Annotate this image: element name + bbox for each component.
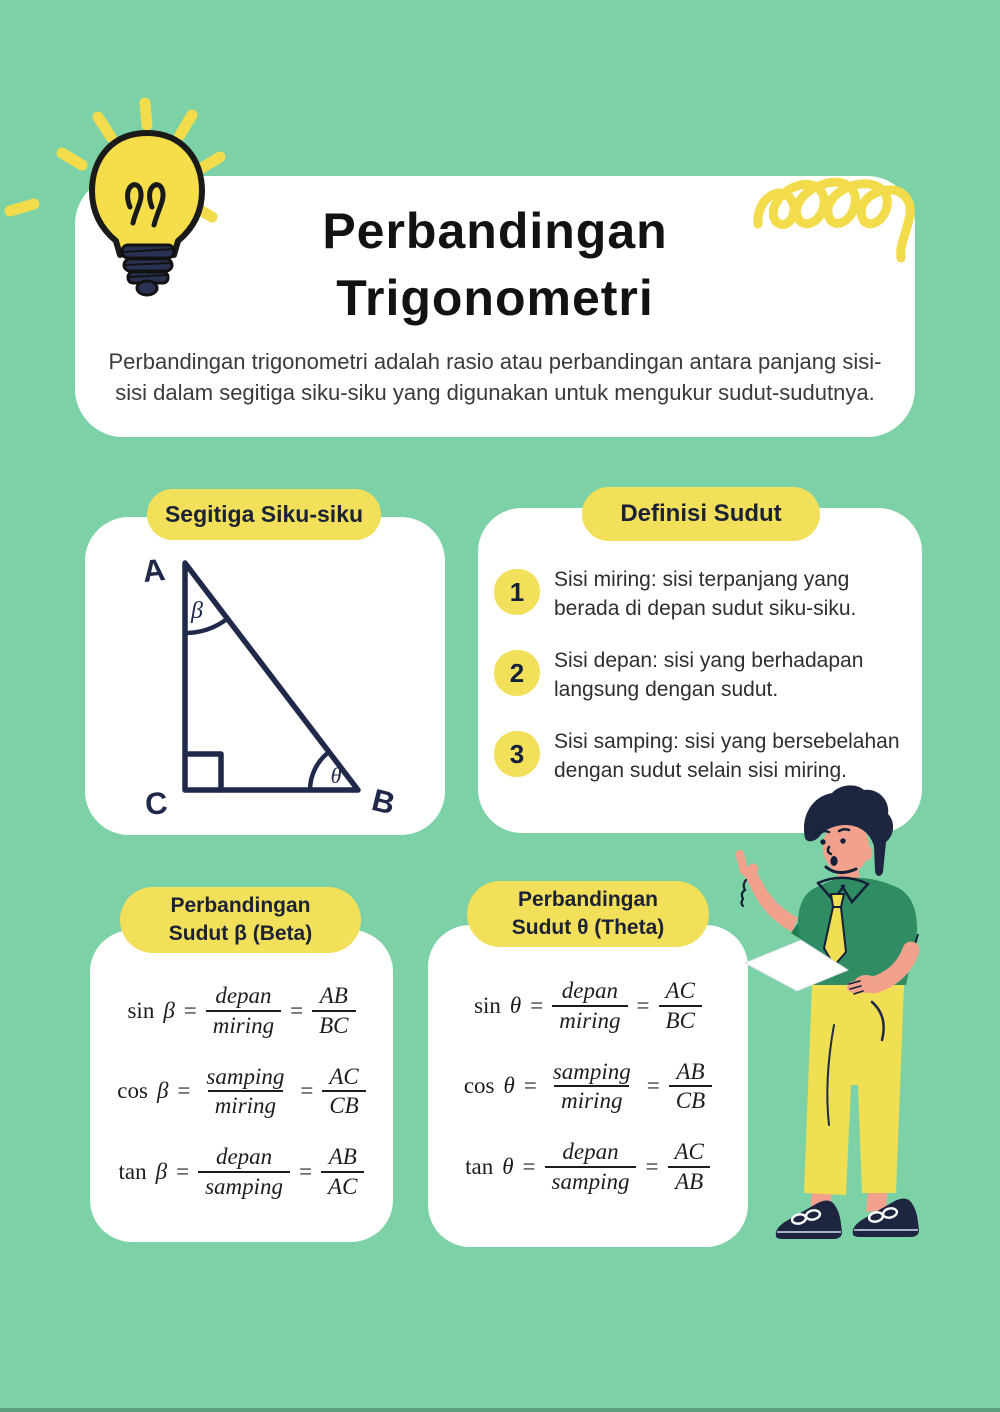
equals-sign: = [290,997,304,1023]
formula-sin-theta: sin θ = $\frac{\text{depan}}{\text{miring}}$ = $\frac{AC}{BC}$ [474,977,702,1035]
formula-tan-theta: tan θ = $\frac{\text{depan}}{\text{samping}}$ = $\frac{AC}{AB}$ [465,1138,711,1196]
definitions-list [494,566,914,785]
right-triangle-diagram [95,535,425,825]
number-badge: 2 [494,650,540,696]
equals-sign: = [183,997,197,1023]
title-line-1: Perbandingan [322,203,668,259]
formula-tan-beta: tan β = $\frac{\text{depan}}{\text{samping}}$ = $\frac{AB}{AC}$ [119,1143,365,1201]
teacher-illustration [700,780,950,1258]
sides-fraction: $\frac{AB}{AC}$ [321,1143,364,1201]
triangle-badge-label: Segitiga Siku-siku [164,501,364,527]
definition-text: Sisi miring: sisi terpanjang yang berada di depan sudut siku-siku. [554,568,857,620]
spiral-doodle-icon [752,146,922,271]
bottom-edge-line [0,1408,1000,1412]
description-text: Perbandingan trigonometri adalah rasio atau perbandingan antara panjang sisi-sisi dalam segitiga siku-siku yang digunakan untuk mengukur sudut-sudutnya. [108,349,882,406]
word-fraction: $\frac{\text{samping}}{\text{miring}}$ [552,1058,631,1114]
theta-angle-label: θ [330,763,342,788]
word-fraction: $\frac{\text{depan}}{\text{samping}}$ [545,1138,637,1196]
word-fraction: $\frac{\text{samping}}{\text{miring}}$ [206,1063,285,1119]
equals-sign: = [300,1078,314,1104]
function-name: tan [118,1158,147,1184]
theta-angle-arc [310,752,329,790]
beta-ratios-card [90,930,393,1242]
formula-cos-beta: cos β = $\frac{\text{samping}}{\text{miring}}$ = $\frac{AC}{CB}$ [117,1063,365,1121]
function-name: sin [127,997,155,1023]
definition-item [494,647,914,704]
beta-formulas [90,930,393,1242]
sides-fraction: $\frac{AC}{AB}$ [667,1138,710,1196]
equals-sign: = [523,1073,537,1099]
equals-sign: = [646,1073,660,1099]
equals-sign: = [522,1153,536,1179]
right-angle-mark [185,754,221,790]
word-fraction: $\frac{\text{depan}}{\text{samping}}$ [198,1143,290,1201]
vertex-a-label: A [140,551,167,590]
definition-item [494,728,914,785]
sides-fraction: $\frac{AC}{BC}$ [659,977,702,1035]
theta-badge-line-2: Sudut θ (Theta) [511,916,665,939]
definition-text: Sisi samping: sisi yang bersebelahan dengan sudut selain sisi miring. [554,730,900,782]
vertex-c-label: C [143,785,169,822]
definitions-badge-label: Definisi Sudut [620,500,782,527]
definition-text: Sisi depan: sisi yang berhadapan langsung dengan sudut. [554,649,864,701]
beta-badge [120,887,361,953]
word-fraction: $\frac{\text{depan}}{\text{miring}}$ [206,982,281,1040]
beta-badge-line-1: Perbandingan [170,893,311,917]
title-line-2: Trigonometri [336,270,654,326]
function-name: cos [117,1078,148,1104]
sides-fraction: $\frac{AB}{BC}$ [312,982,355,1040]
function-name: sin [474,992,501,1018]
equals-sign: = [177,1078,191,1104]
equals-sign: = [645,1153,659,1179]
number-badge: 3 [494,731,540,777]
formula-cos-theta: cos θ = $\frac{\text{samping}}{\text{miring}}$ = $\frac{AB}{CB}$ [464,1058,712,1116]
equals-sign: = [530,992,544,1018]
head [804,785,893,876]
beta-badge-line-2: Sudut β (Beta) [168,922,313,945]
vertex-b-label: B [368,782,399,822]
theta-badge [467,881,709,947]
definition-item [494,566,914,623]
function-name: tan [465,1153,494,1179]
theta-badge-line-1: Perbandingan [517,887,659,911]
sides-fraction: $\frac{AB}{CB}$ [669,1058,712,1116]
formula-sin-beta: sin β = $\frac{\text{depan}}{\text{miring}}$ = $\frac{AB}{BC}$ [127,982,355,1040]
lightbulb-icon [0,95,245,310]
triangle-badge [147,489,381,540]
definitions-badge [582,487,820,541]
shoes [776,1199,919,1240]
number-badge: 1 [494,569,540,615]
equals-sign: = [176,1158,190,1184]
function-name: cos [463,1073,495,1099]
equals-sign: = [636,992,650,1018]
pants [804,985,904,1195]
equals-sign: = [299,1158,313,1184]
word-fraction: $\frac{\text{depan}}{\text{miring}}$ [552,977,627,1035]
sides-fraction: $\frac{AC}{CB}$ [322,1063,365,1121]
beta-angle-label: β [191,598,203,624]
